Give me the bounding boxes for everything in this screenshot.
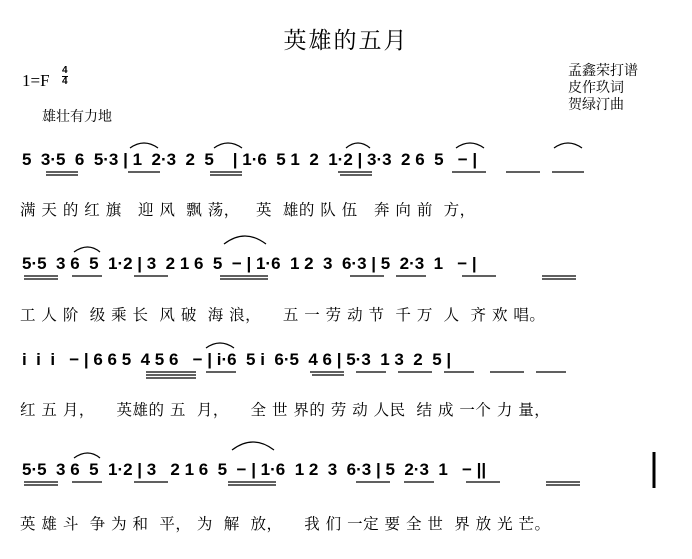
tempo-marking: 雄壮有力地 xyxy=(42,109,112,125)
lyrics-line-1: 满 天 的 红 旗 迎 风 飘 荡， 英 雄的 队 伍 奔 向 前 方， xyxy=(20,201,476,219)
lyrics-line-3: 红 五 月， 英雄的 五 月， 全 世 界的 劳 动 人民 结 成 一个 力 量， xyxy=(20,401,551,419)
notation-line-2: 5·5 3 6 5 1·2 | 3 2 1 6 5 − | 1·6 1 2 3 6·3 | 5 2·3 1 − | xyxy=(22,254,477,273)
notation-line-4: 5·5 3 6 5 1·2 | 3 2 1 6 5 − | 1·6 1 2 3 6·3 | 5 2·3 1 − || xyxy=(22,460,487,479)
credit-arranger: 孟鑫荣打谱 xyxy=(568,63,638,79)
credit-lyricist: 皮作玖词 xyxy=(568,80,624,96)
lyrics-line-2: 工 人 阶 级 乘 长 风 破 海 浪， 五 一 劳 动 节 千 万 人 齐 欢 唱。 xyxy=(20,306,546,324)
time-signature xyxy=(62,66,68,87)
song-title: 英雄的五月 xyxy=(283,28,409,54)
lyrics-line-4: 英 雄 斗 争 为 和 平， 为 解 放， 我 们 一定 要 全 世 界 放 光 芒。 xyxy=(20,515,551,533)
credits xyxy=(568,63,638,114)
time-signature-top: 4 xyxy=(62,65,68,76)
key-signature: 1=F xyxy=(22,71,50,90)
time-signature-bottom: 4 xyxy=(62,76,68,87)
notation-line-1: 5 3·5 6 5·3 | 1 2·3 2 5 | 1·6 5 1 2 1·2 | 3·3 2 6 5 − | xyxy=(22,150,478,169)
notation-line-3: i i i − | 6 6 5 4 5 6 − | i·6 5 i 6·5 4 6 | 5·3 1 3 2 5 | xyxy=(22,350,452,369)
credit-composer: 贺绿汀曲 xyxy=(568,97,624,113)
